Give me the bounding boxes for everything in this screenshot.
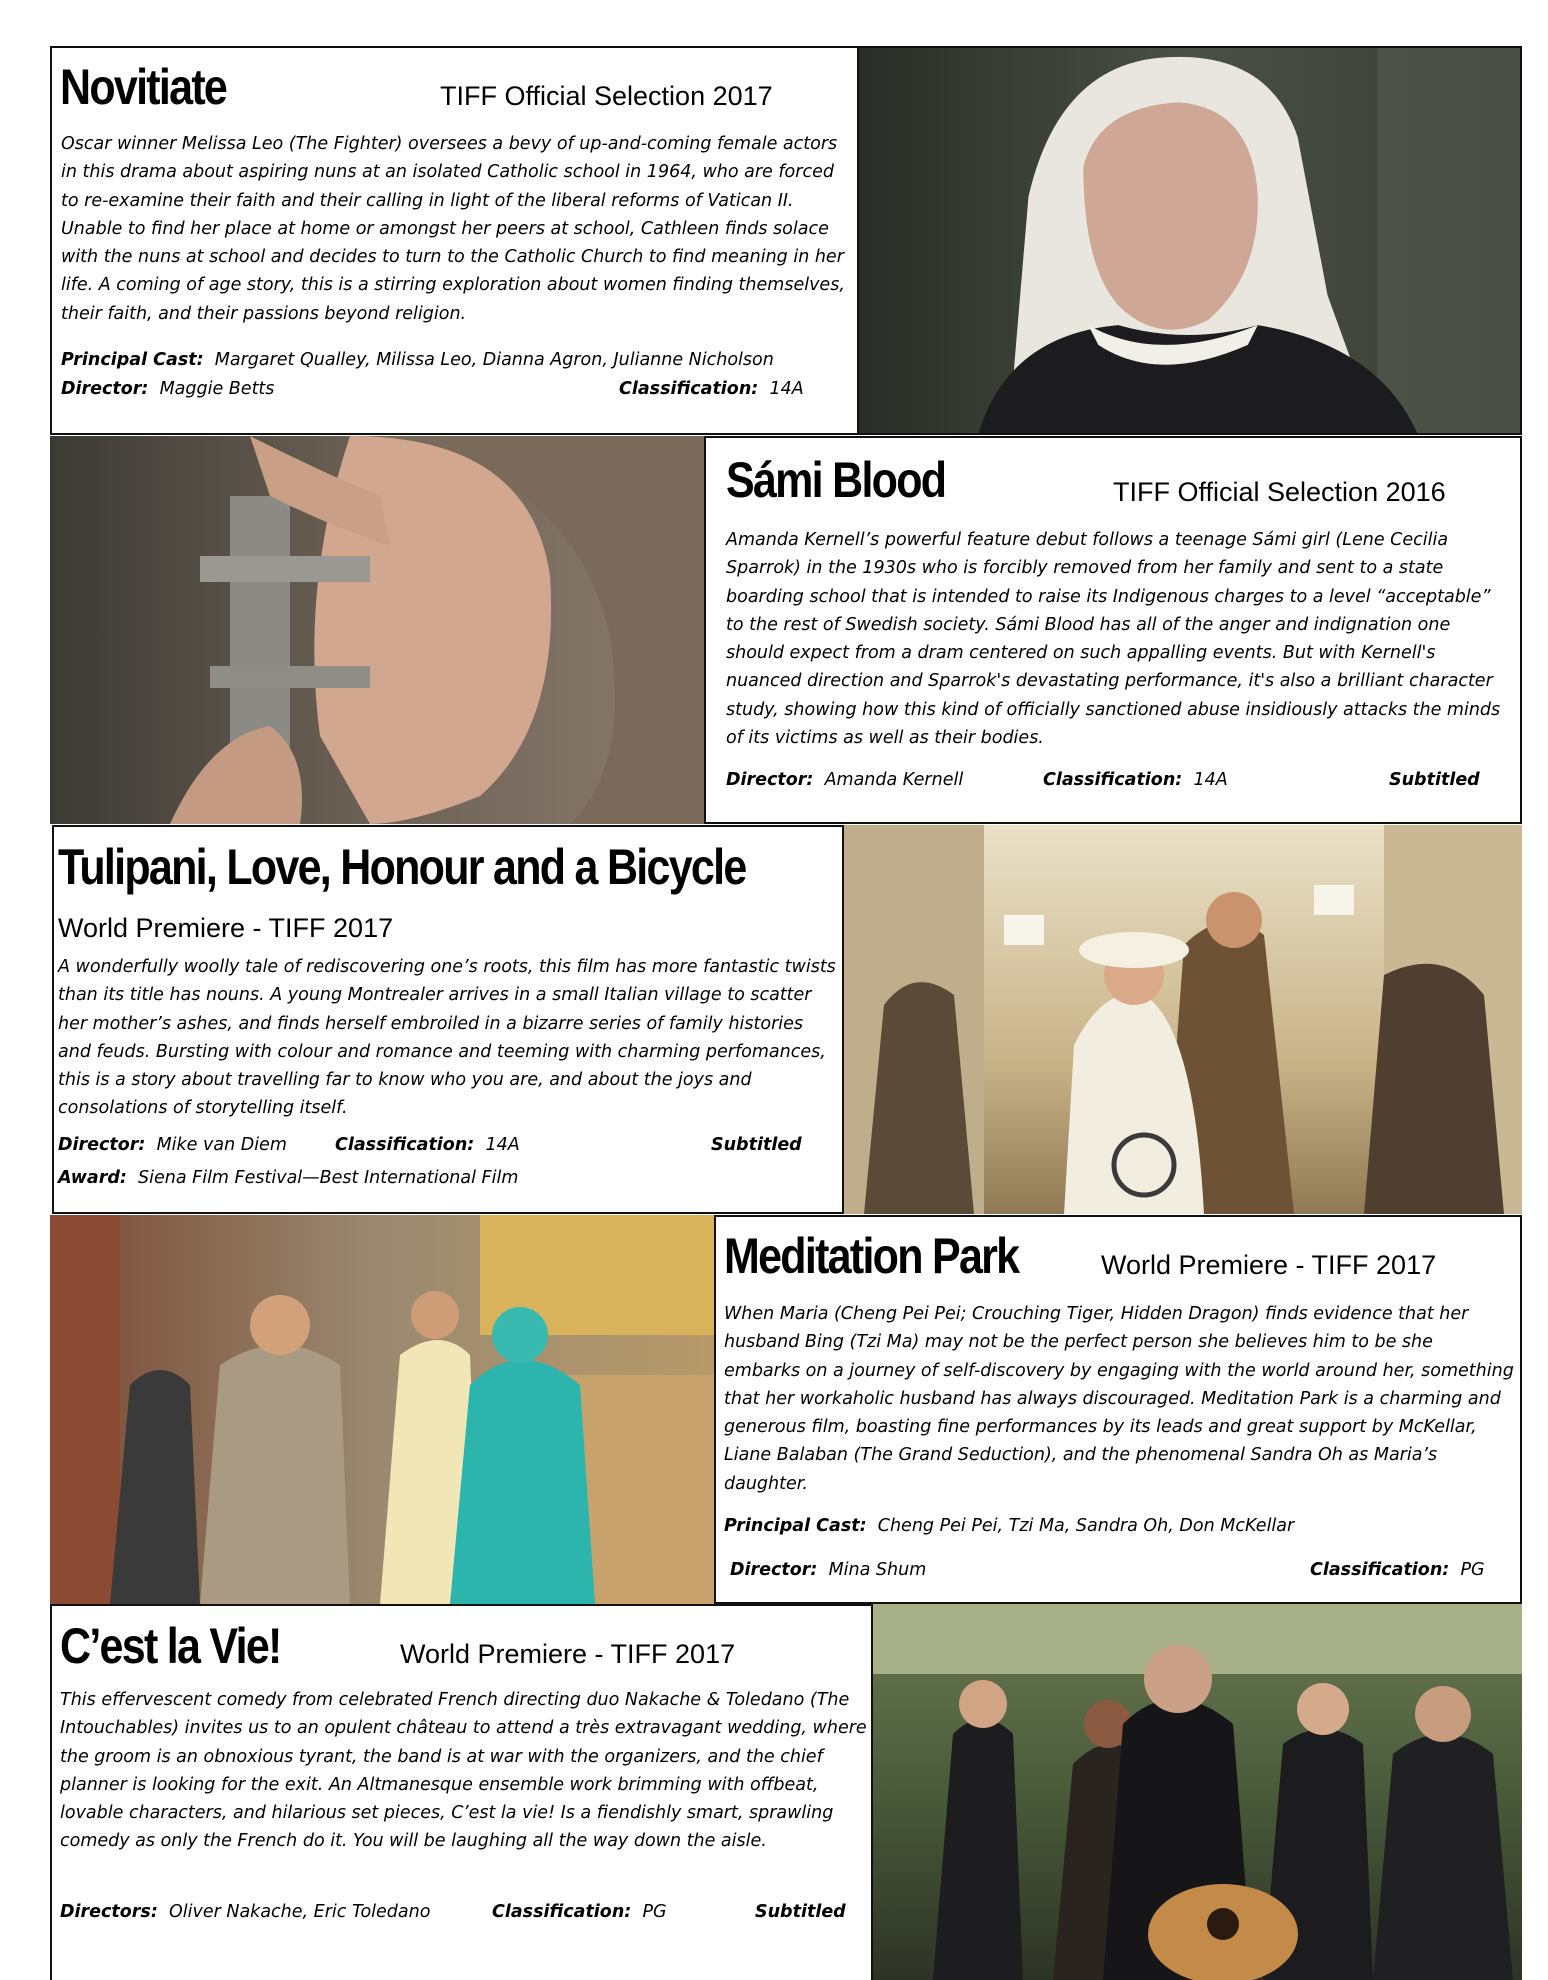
principal-cast: [724, 1518, 1294, 1536]
classification: [1310, 1562, 1485, 1580]
classification: [619, 381, 804, 399]
award: [58, 1170, 518, 1188]
classification-value: PG: [1460, 1560, 1485, 1580]
film-selection: TIFF Official Selection 2017: [440, 81, 773, 111]
director: [58, 1137, 287, 1155]
film-description: When Maria (Cheng Pei Pei; Crouching Tiger, Hidden Dragon) finds evidence that her husband Bing (Tzi Ma) may not be the perfect person she believes him to be she embarks on a journey of self-discovery by engaging with the world around her, something that her workaholic husband has always discouraged. Meditation Park is a charming and generous film, boasting fine performances by its leads and great support by McKellar, Liane Balaban (The Grand Seduction), and the phenomenal Sandra Oh as Maria’s daughter.: [724, 1304, 1514, 1494]
classification: [492, 1904, 667, 1922]
film-still-tulipani: [844, 825, 1522, 1214]
principal-cast: [61, 352, 774, 370]
film-selection: World Premiere - TIFF 2017: [1101, 1250, 1437, 1280]
classification: [335, 1137, 520, 1155]
director-value: Mina Shum: [828, 1560, 927, 1580]
award-value: Siena Film Festival—Best International Film: [138, 1168, 519, 1188]
classification-value: 14A: [769, 379, 804, 399]
director-value: Amanda Kernell: [824, 770, 964, 790]
classification-value: 14A: [1193, 770, 1228, 790]
cast-label: Principal Cast:: [61, 350, 204, 370]
film-still-sami-blood: [50, 436, 704, 824]
film-selection: World Premiere - TIFF 2017: [58, 913, 394, 943]
subtitled-badge: Subtitled: [1389, 770, 1480, 790]
director-value: Oliver Nakache, Eric Toledano: [168, 1902, 431, 1922]
director: [726, 772, 963, 790]
film-selection: World Premiere - TIFF 2017: [400, 1639, 736, 1669]
director: [60, 1904, 430, 1922]
director-label: Director:: [58, 1135, 146, 1155]
film-title: Sámi Blood: [726, 452, 946, 508]
film-selection: TIFF Official Selection 2016: [1113, 477, 1446, 507]
classification-label: Classification:: [492, 1902, 632, 1922]
subtitled-badge: Subtitled: [711, 1135, 802, 1155]
classification-value: PG: [642, 1902, 667, 1922]
classification-label: Classification:: [619, 379, 759, 399]
director: [61, 381, 274, 399]
film-title: Meditation Park: [724, 1228, 1019, 1284]
film-still-meditation-park: [50, 1215, 714, 1604]
director-value: Maggie Betts: [159, 379, 275, 399]
classification-label: Classification:: [1043, 770, 1183, 790]
classification-value: 14A: [485, 1135, 520, 1155]
film-description: Oscar winner Melissa Leo (The Fighter) oversees a bevy of up-and-coming female actors in this drama about aspiring nuns at an isolated Catholic school in 1964, who are forced to re-examine their faith and their calling in light of the liberal reforms of Vatican II. Unable to find her place at home or amongst her peers at school, Cathleen finds solace with the nuns at school and decides to turn to the Catholic Church to find meaning in her life. A coming of age story, this is a stirring exploration about women finding themselves, their faith, and their passions beyond religion.: [61, 134, 845, 324]
film-title: Tulipani, Love, Honour and a Bicycle: [58, 839, 746, 895]
film-title: C’est la Vie!: [60, 1618, 281, 1674]
classification-label: Classification:: [1310, 1560, 1450, 1580]
classification-label: Classification:: [335, 1135, 475, 1155]
film-still-novitiate: [859, 46, 1522, 435]
cast-label: Principal Cast:: [724, 1516, 867, 1536]
film-description: This effervescent comedy from celebrated French directing duo Nakache & Toledano (The Intouchables) invites us to an opulent château to attend a très extravagant wedding, where the groom is an obnoxious tyrant, the band is at war with the organizers, and the chief planner is looking for the exit. An Altmanesque ensemble work brimming with offbeat, lovable characters, and hilarious set pieces, C’est la vie! Is a fiendishly smart, sprawling comedy as only the French do it. You will be laughing all the way down the aisle.: [60, 1690, 867, 1852]
film-description: A wonderfully woolly tale of rediscovering one’s roots, this film has more fantastic twists than its title has nouns. A young Montrealer arrives in a small Italian village to scatter her mother’s ashes, and finds herself embroiled in a bizarre series of family histories and feuds. Bursting with colour and romance and teeming with charming perfomances, this is a story about travelling far to know who you are, and about the joys and consolations of storytelling itself.: [58, 957, 836, 1119]
cast-value: Cheng Pei Pei, Tzi Ma, Sandra Oh, Don McKellar: [877, 1516, 1295, 1536]
director-label: Director:: [61, 379, 149, 399]
film-description: Amanda Kernell’s powerful feature debut follows a teenage Sámi girl (Lene Cecilia Sparrok) in the 1930s who is forcibly removed from her family and sent to a state boarding school that is intended to raise its Indigenous charges to a level “acceptable” to the rest of Swedish society. Sámi Blood has all of the anger and indignation one should expect from a dram centered on such appalling events. But with Kernell's nuanced direction and Sparrok's devastating performance, it's also a brilliant character study, showing how this kind of officially sanctioned abuse insidiously attacks the minds of its victims as well as their bodies.: [726, 530, 1501, 749]
film-title: Novitiate: [60, 59, 227, 115]
film-still-cest-la-vie: [873, 1604, 1522, 1980]
award-label: Award:: [58, 1168, 127, 1188]
director-label: Director:: [730, 1560, 818, 1580]
director: [730, 1562, 926, 1580]
subtitled-badge: Subtitled: [755, 1902, 846, 1922]
cast-value: Margaret Qualley, Milissa Leo, Dianna Agron, Julianne Nicholson: [214, 350, 774, 370]
director-label: Directors:: [60, 1902, 158, 1922]
director-value: Mike van Diem: [156, 1135, 287, 1155]
director-label: Director:: [726, 770, 814, 790]
classification: [1043, 772, 1228, 790]
